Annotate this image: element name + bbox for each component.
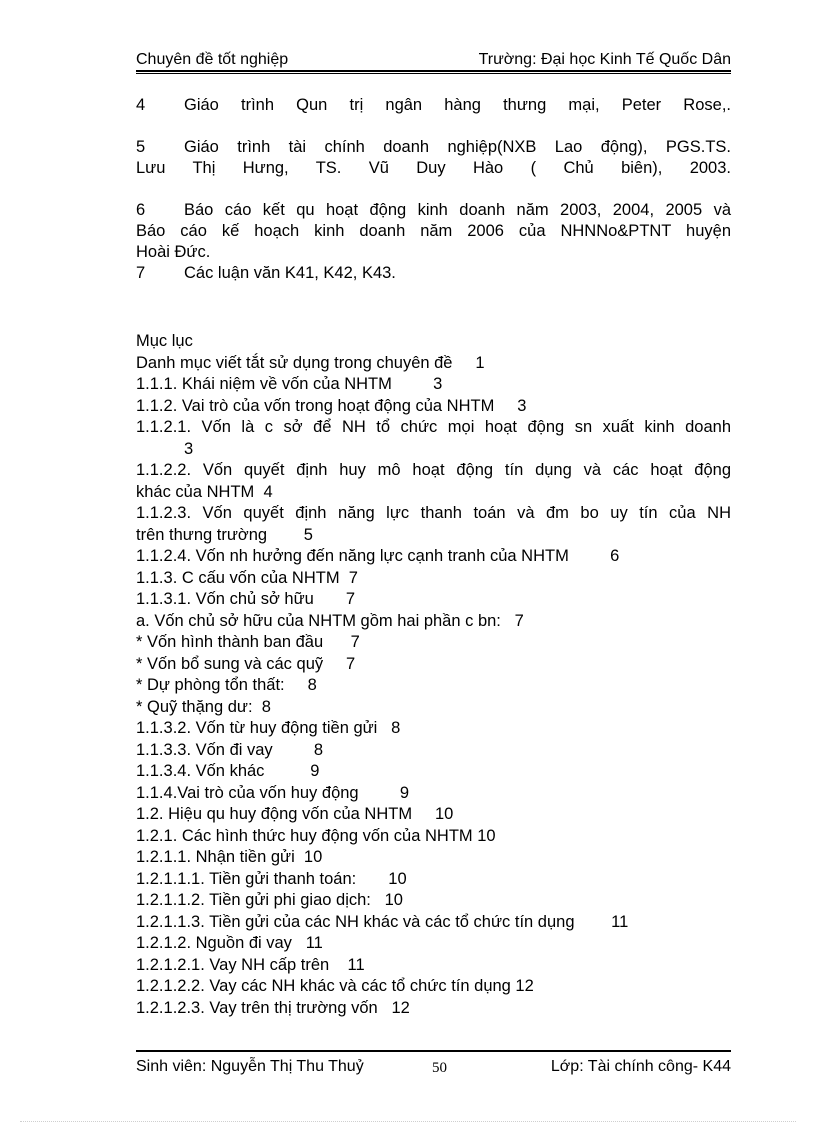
reference-text: Giáo trình Qun trị ngân hàng thưng mại, Peter Rose,. — [184, 96, 731, 114]
toc-line: * Vốn hình thành ban đầu 7 — [136, 633, 360, 651]
toc-line: 1.1.2.3. Vốn quyết định năng lực thanh toán và đm bo uy tín của NH — [136, 504, 731, 522]
toc-line: 1.1.3.4. Vốn khác 9 — [136, 762, 320, 780]
footer-student: Sinh viên: Nguyễn Thị Thu Thuỷ — [136, 1058, 364, 1075]
footer-class: Lớp: Tài chính công- K44 — [550, 1058, 731, 1075]
toc-line: 1.2.1.1.2. Tiền gửi phi giao dịch: 10 — [136, 891, 403, 909]
table-of-contents — [136, 331, 731, 1019]
header-left: Chuyên đề tốt nghiệp — [136, 51, 289, 68]
reference-number: 7 — [136, 264, 146, 282]
toc-line: 1.1.4.Vai trò của vốn huy động 9 — [136, 783, 410, 802]
page-header — [136, 50, 731, 72]
toc-line: 1.1.2.4. Vốn nh hưởng đến năng lực cạnh tranh của NHTM 6 — [136, 547, 620, 565]
toc-line: 1.1.1. Khái niệm về vốn của NHTM 3 — [136, 375, 443, 393]
reference-text: Các luận văn K41, K42, K43. — [184, 264, 396, 282]
toc-line: 1.2.1. Các hình thức huy động vốn của NHTM 10 — [136, 826, 496, 845]
toc-line: 1.2.1.2.3. Vay trên thị trường vốn 12 — [136, 998, 410, 1017]
header-right: Trường: Đại học Kinh Tế Quốc Dân — [478, 51, 731, 68]
reference-text: Giáo trình tài chính doanh nghiệp(NXB Lao động), PGS.TS. — [184, 138, 731, 156]
toc-line: * Vốn bổ sung và các quỹ 7 — [136, 654, 356, 673]
toc-line: 1.1.2.1. Vốn là c sở để NH tổ chức mọi hoạt động sn xuất kinh doanh — [136, 418, 731, 436]
reference-line — [136, 263, 731, 284]
toc-line: * Dự phòng tổn thất: 8 — [136, 676, 317, 694]
toc-title: Mục lục — [136, 332, 193, 350]
reference-line — [136, 137, 731, 158]
reference-item — [136, 137, 731, 179]
reference-line — [136, 95, 731, 116]
reference-number: 6 — [136, 201, 146, 219]
reference-text: Báo cáo kết qu hoạt động kinh doanh năm 2003, 2004, 2005 và — [184, 201, 731, 219]
toc-line: 1.2.1.2.2. Vay các NH khác và các tổ chức tín dụng 12 — [136, 977, 534, 995]
reference-text: Báo cáo kế hoạch kinh doanh năm 2006 của NHNNo&PTNT huyện — [136, 222, 731, 240]
page-body — [136, 95, 731, 1019]
reference-number: 4 — [136, 96, 146, 114]
header-rule-thin — [136, 73, 731, 74]
toc-line: 1.1.3.3. Vốn đi vay 8 — [136, 740, 324, 759]
reference-item — [136, 95, 731, 116]
toc-line: khác của NHTM 4 — [136, 482, 273, 501]
toc-line: 1.1.3.2. Vốn từ huy động tiền gửi 8 — [136, 719, 401, 737]
toc-line: 1.2.1.1.3. Tiền gửi của các NH khác và các tổ chức tín dụng 11 — [136, 912, 629, 931]
toc-line: Danh mục viết tắt sử dụng trong chuyên đề 1 — [136, 353, 485, 372]
toc-line: 1.1.3. C cấu vốn của NHTM 7 — [136, 568, 358, 587]
toc-line: 1.2. Hiệu qu huy động vốn của NHTM 10 — [136, 805, 454, 823]
header-rule — [136, 70, 731, 72]
toc-line: 1.2.1.1. Nhận tiền gửi 10 — [136, 848, 323, 866]
footer-rule — [136, 1050, 731, 1052]
reference-line — [136, 200, 731, 221]
reference-number: 5 — [136, 138, 146, 156]
toc-line: * Quỹ thặng dư: 8 — [136, 697, 271, 716]
toc-line: 1.2.1.1.1. Tiền gửi thanh toán: 10 — [136, 869, 407, 888]
toc-line: 1.2.1.2.1. Vay NH cấp trên 11 — [136, 955, 365, 974]
toc-line: 3 — [184, 439, 194, 458]
page-edge-divider — [20, 1121, 796, 1122]
toc-line: 1.2.1.2. Nguồn đi vay 11 — [136, 934, 323, 952]
page-number: 50 — [432, 1060, 447, 1076]
toc-line: 1.1.3.1. Vốn chủ sở hữu 7 — [136, 590, 356, 608]
page-footer — [136, 1057, 731, 1079]
toc-line: trên thưng trường 5 — [136, 525, 313, 544]
toc-line: 1.1.2. Vai trò của vốn trong hoạt động của NHTM 3 — [136, 396, 527, 415]
reference-item — [136, 263, 731, 284]
toc-line: 1.1.2.2. Vốn quyết định huy mô hoạt động tín dụng và các hoạt động — [136, 461, 731, 479]
toc-line: a. Vốn chủ sở hữu của NHTM gồm hai phần c bn: 7 — [136, 611, 524, 630]
reference-text: Hoài Đức. — [136, 243, 211, 261]
reference-item — [136, 200, 731, 263]
reference-text: Lưu Thị Hưng, TS. Vũ Duy Hào ( Chủ biên), 2003. — [136, 159, 731, 177]
